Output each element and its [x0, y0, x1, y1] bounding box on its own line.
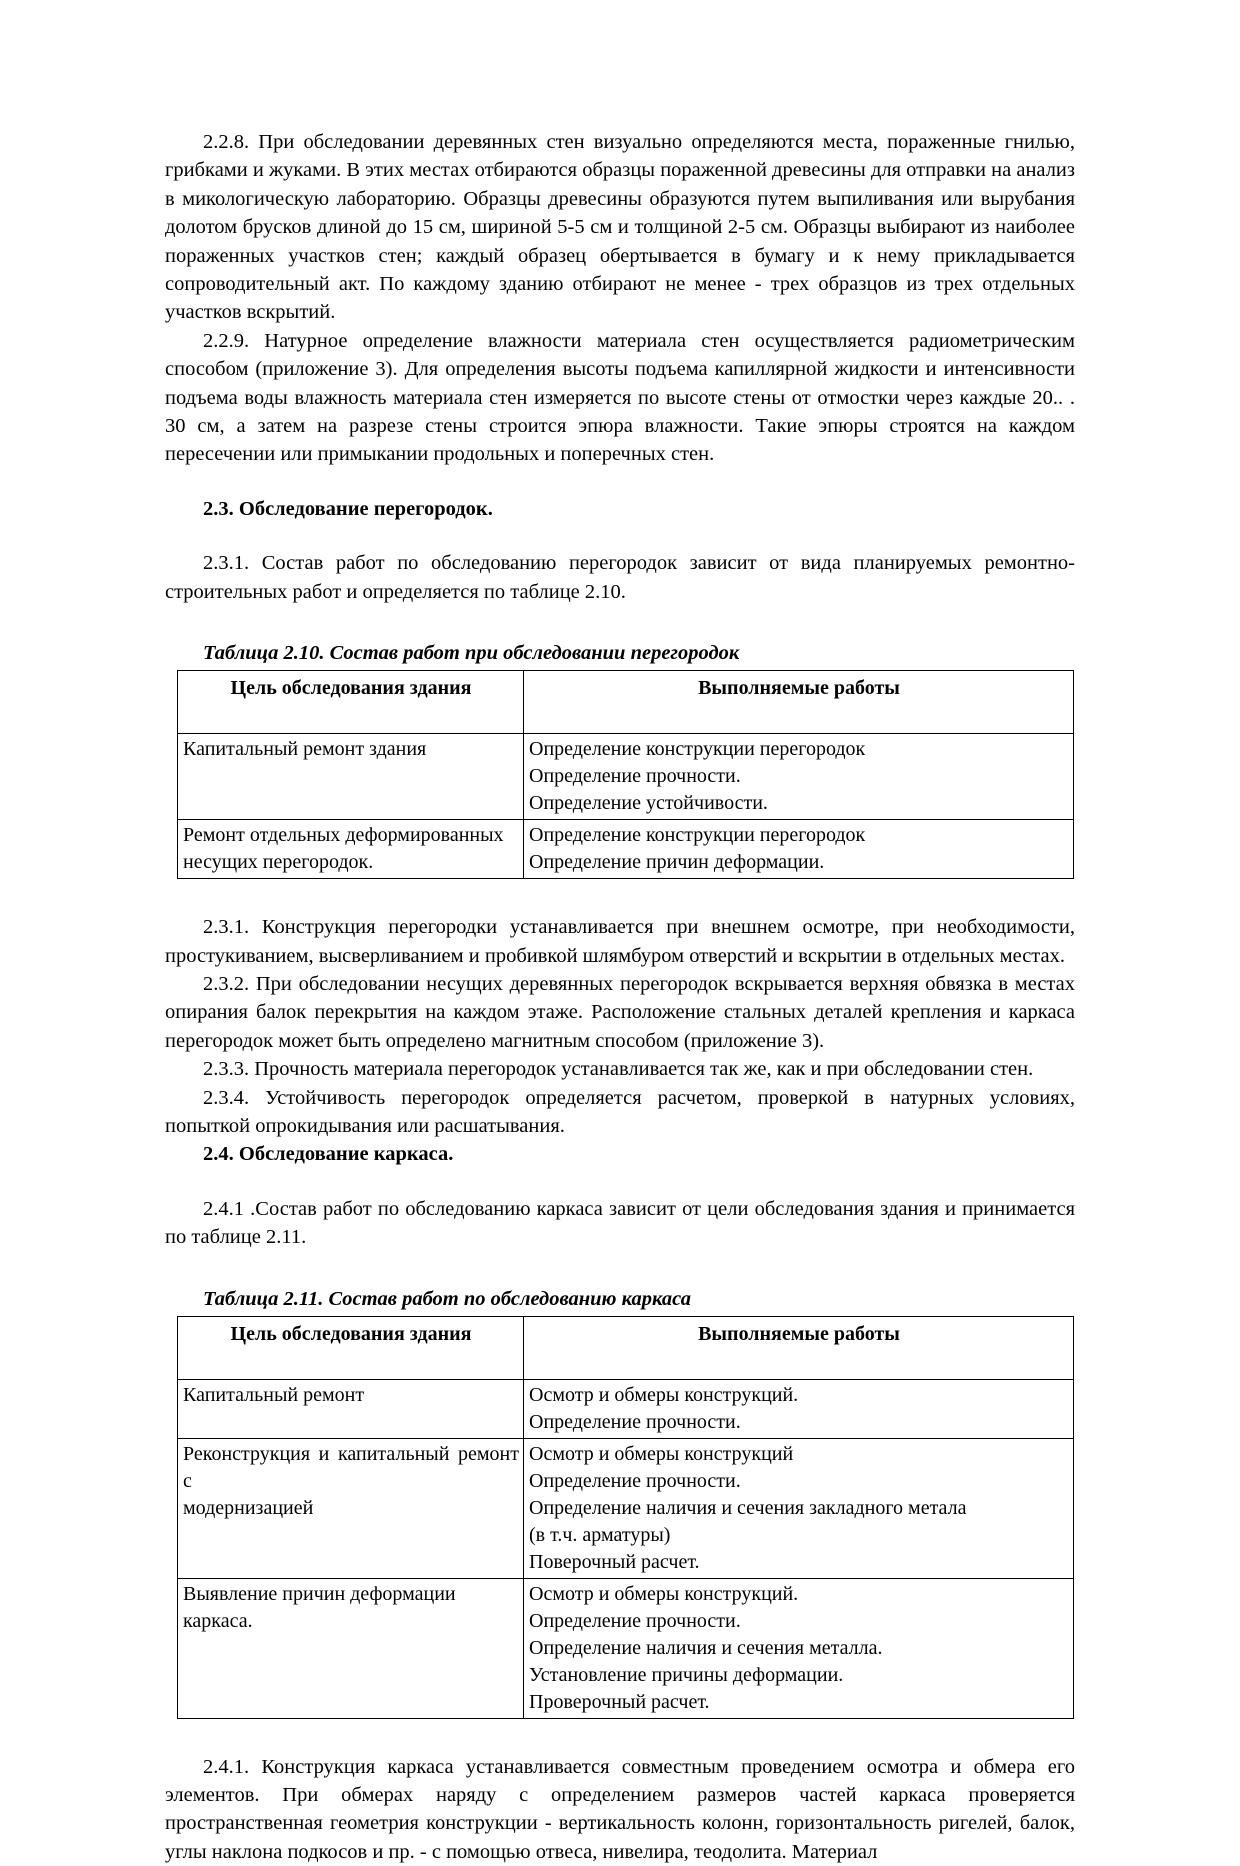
spacer [165, 469, 1075, 495]
cell-line: Реконструкция и капитальный ремонт с [183, 1442, 519, 1492]
cell-line: Определение прочности. [529, 1469, 741, 1492]
cell-line: Капитальный ремонт [183, 1383, 365, 1406]
table-2-10-cell-works-1 [524, 820, 1074, 879]
table-2-10-cell-goal-1 [178, 820, 524, 879]
spacer [165, 1169, 1075, 1195]
table-2-11-header-goal: Цель обследования здания [178, 1316, 524, 1379]
table-2-10-body [178, 734, 1074, 879]
table-2-11-cell-works-0 [524, 1379, 1074, 1438]
cell-line: Поверочный расчет. [529, 1550, 700, 1573]
heading-2-4: 2.4. Обследование каркаса. [203, 1143, 454, 1166]
table-2-11-cell-works-2 [524, 1578, 1074, 1718]
table-2-11-cell-goal-0 [178, 1379, 524, 1438]
cell-line: Определение наличия и сечения металла. [529, 1636, 883, 1659]
cell-line: Определение причин деформации. [529, 851, 825, 874]
table-2-10-header-goal: Цель обследования здания [178, 671, 524, 734]
paragraph-2-3-4: 2.3.4. Устойчивость перегородок определяется расчетом, проверкой в натурных условиях, попыткой опрокидывания или расшатывания. [165, 1086, 1075, 1137]
cell-line: Выявление причин деформации каркаса. [183, 1582, 456, 1632]
table-2-10-caption: Таблица 2.10. Состав работ при обследовании перегородок [203, 642, 740, 665]
cell-line: Определение устойчивости. [529, 792, 768, 815]
cell-line: Установление причины деформации. [529, 1663, 844, 1686]
table-2-11-header [178, 1316, 1074, 1379]
spacer [165, 879, 1075, 913]
cell-line: Определение прочности. [529, 1410, 741, 1433]
paragraph-2-2-8: 2.2.8. При обследовании деревянных стен визуально определяются места, пораженные гнилью, грибками и жуками. В этих местах отбираются образцы пораженной древесины для отправки на анализ в микологическую лабораторию. Образцы древесины образуются путем выпиливания или вырубания долотом брусков длиной до 15 см, шириной 5-5 см и толщиной 2-5 см. Образцы выбирают из наиболее пораженных участков стен; каждый образец обертывается в бумагу и к нему прикладывается сопроводительный акт. По каждому зданию отбирают не менее - трех образцов из трех отдельных участков вскрытий. [165, 131, 1075, 324]
paragraph-2-3-1: 2.3.1. Конструкция перегородки устанавливается при внешнем осмотре, при необходимости, простукиванием, высверливанием и пробивкой шлямбуром отверстий и вскрытии в отдельных местах. [165, 916, 1075, 967]
spacer [165, 606, 1075, 640]
spacer [165, 1719, 1075, 1753]
cell-line: Определение конструкции перегородок [529, 738, 866, 761]
cell-line: Проверочный расчет. [529, 1690, 710, 1713]
page-content [165, 128, 1075, 1866]
cell-line: Капитальный ремонт здания [183, 738, 427, 761]
paragraph-2-4-1: 2.4.1. Конструкция каркаса устанавливается совместным проведением осмотра и обмера его элементов. При обмерах наряду с определением размеров частей каркаса проверяется пространственная геометрия конструкции - вертикальность колонн, горизонтальность ригелей, балок, углы наклона подкосов и пр. - с помощью отвеса, нивелира, теодолита. Материал [165, 1755, 1075, 1863]
table-row [178, 1578, 1074, 1718]
cell-line: Ремонт отдельных деформированных [183, 824, 504, 847]
paragraph-2-3-3: 2.3.3. Прочность материала перегородок устанавливается так же, как и при обследовании стен. [203, 1058, 1034, 1081]
cell-line: модернизацией [183, 1496, 314, 1519]
paragraph-2-2-9: 2.2.9. Натурное определение влажности материала стен осуществляется радиометрическим способом (приложение 3). Для определения высоты подъема капиллярной жидкости и интенсивности подъема воды влажность материала стен измеряется по высоте стены от отмостки через каждые 20.. . 30 см, а затем на разрезе стены строится эпюра влажности. Такие эпюры строятся на каждом пересечении или примыкании продольных и поперечных стен. [165, 329, 1075, 466]
heading-2-3: 2.3. Обследование перегородок. [203, 497, 493, 520]
spacer [165, 1252, 1075, 1286]
paragraph-2-3-1-intro: 2.3.1. Состав работ по обследованию перегородок зависит от вида планируемых ремонтно-строительных работ и определяется по таблице 2.10. [165, 552, 1075, 603]
table-2-10 [177, 670, 1074, 879]
paragraph-2-3-2: 2.3.2. При обследовании несущих деревянных перегородок вскрывается верхняя обвязка в местах опирания балок перекрытия на каждом этаже. Расположение стальных деталей крепления и каркаса перегородок может быть определено магнитным способом (приложение 3). [165, 972, 1075, 1052]
table-2-11-cell-works-1 [524, 1438, 1074, 1578]
table-2-11-caption: Таблица 2.11. Состав работ по обследованию каркаса [203, 1287, 691, 1310]
cell-line: Определение конструкции перегородок [529, 824, 866, 847]
table-2-11 [177, 1316, 1074, 1719]
table-2-10-cell-goal-0 [178, 734, 524, 820]
cell-line: Осмотр и обмеры конструкций [529, 1442, 794, 1465]
table-row [178, 820, 1074, 879]
spacer [165, 523, 1075, 549]
cell-line: Осмотр и обмеры конструкций. [529, 1582, 799, 1605]
table-row [178, 1438, 1074, 1578]
cell-line: (в т.ч. арматуры) [529, 1523, 671, 1546]
table-row [178, 1379, 1074, 1438]
cell-line: Определение наличия и сечения закладного метала [529, 1496, 967, 1519]
table-2-11-body [178, 1379, 1074, 1718]
table-2-10-cell-works-0 [524, 734, 1074, 820]
table-2-11-header-works: Выполняемые работы [524, 1316, 1074, 1379]
table-2-10-header [178, 671, 1074, 734]
cell-line: Осмотр и обмеры конструкций. [529, 1383, 799, 1406]
table-header-row [178, 1316, 1074, 1379]
table-row [178, 734, 1074, 820]
table-2-11-cell-goal-1 [178, 1438, 524, 1578]
cell-line: несущих перегородок. [183, 851, 374, 874]
table-2-11-cell-goal-2 [178, 1578, 524, 1718]
table-header-row [178, 671, 1074, 734]
table-2-10-header-works: Выполняемые работы [524, 671, 1074, 734]
paragraph-2-4-1-intro: 2.4.1 .Состав работ по обследованию каркаса зависит от цели обследования здания и принимается по таблице 2.11. [165, 1197, 1075, 1249]
cell-line: Определение прочности. [529, 1609, 741, 1632]
cell-line: Определение прочности. [529, 765, 741, 788]
